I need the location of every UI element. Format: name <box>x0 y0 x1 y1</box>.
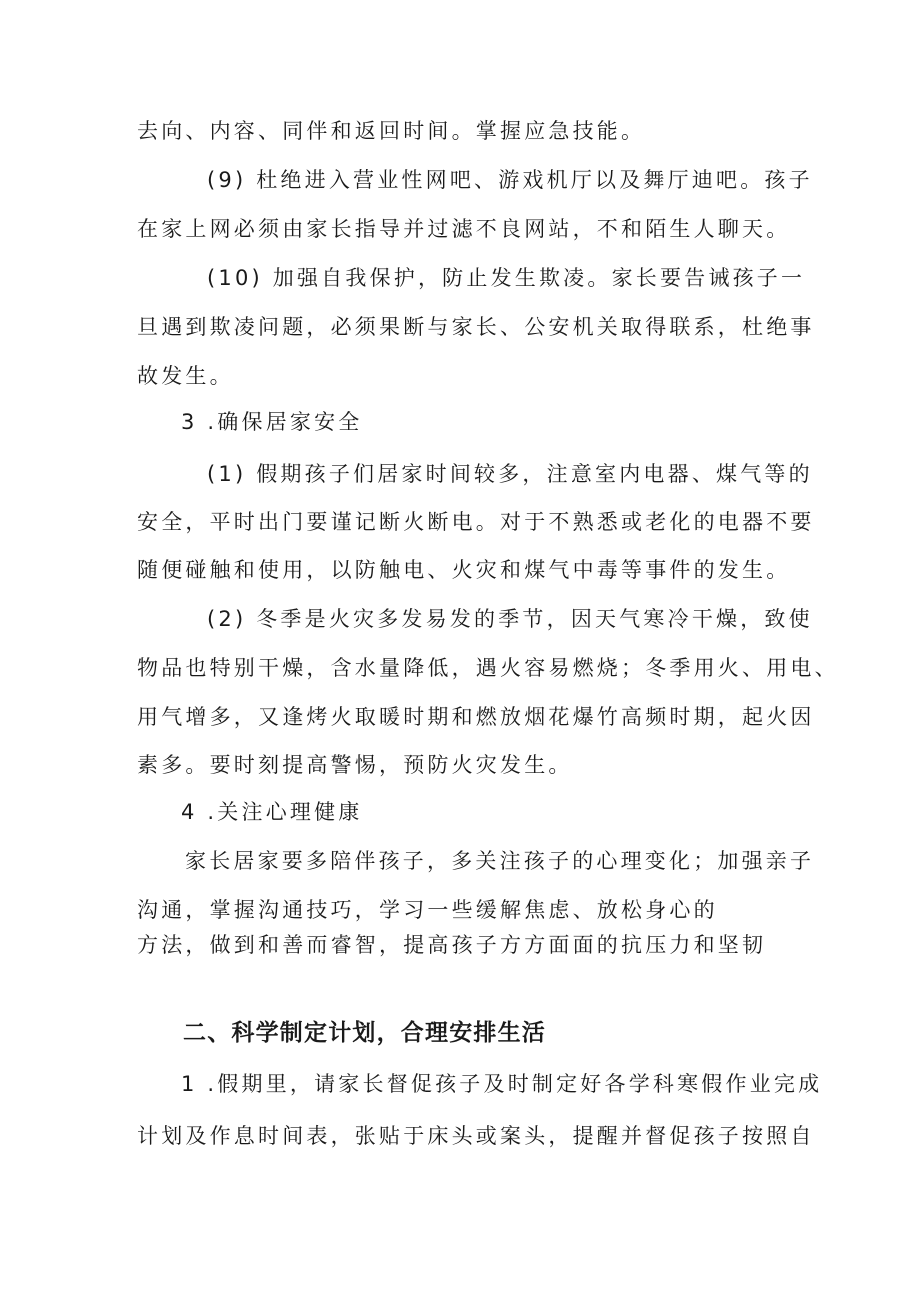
section-heading: 3 .确保居家安全 <box>181 410 363 434</box>
text-line: 旦遇到欺凌问题，必须果断与家长、公安机关取得联系，杜绝事 <box>137 315 815 339</box>
text-line: 安全，平时出门要谨记断火断电。对于不熟悉或老化的电器不要 <box>137 510 815 534</box>
chapter-heading: 二、科学制定计划，合理安排生活 <box>183 1020 546 1046</box>
text-line: 计划及作息时间表，张贴于床头或案头，提醒并督促孩子按照自 <box>137 1124 815 1148</box>
text-line: 随便碰触和使用，以防触电、火灾和煤气中毒等事件的发生。 <box>137 558 791 582</box>
text-line: 去向、内容、同伴和返回时间。掌握应急技能。 <box>137 119 646 143</box>
paragraph-start: 家长居家要多陪伴孩子，多关注孩子的心理变化；加强亲子 <box>185 849 815 873</box>
section-heading: 4 .关注心理健康 <box>181 800 363 824</box>
list-item: (1) 假期孩子们居家时间较多，注意室内电器、煤气等的 <box>207 462 813 486</box>
text-line: 用气增多，又逢烤火取暖时期和燃放烟花爆竹高频时期，起火因 <box>137 705 815 729</box>
list-item: (9) 杜绝进入营业性网吧、游戏机厅以及舞厅迪吧。孩子 <box>207 168 813 192</box>
list-item: (10) 加强自我保护，防止发生欺凌。家长要告诫孩子一 <box>207 266 806 290</box>
list-item: (2) 冬季是火灾多发易发的季节，因天气寒冷干燥，致使 <box>207 607 813 631</box>
text-line: 物品也特别干燥，含水量降低，遇火容易燃烧；冬季用火、用电、 <box>137 656 839 680</box>
text-line: 故发生。 <box>137 364 234 388</box>
list-item: 1 .假期里，请家长督促孩子及时制定好各学科寒假作业完成 <box>181 1072 823 1096</box>
text-line: 沟通，掌握沟通技巧，学习一些缓解焦虑、放松身心的 <box>137 898 718 922</box>
text-line: 在家上网必须由家长指导并过滤不良网站，不和陌生人聊天。 <box>137 217 791 241</box>
text-line: 素多。要时刻提高警惕，预防火灾发生。 <box>137 753 573 777</box>
text-line: 方法，做到和善而睿智，提高孩子方方面面的抗压力和坚韧 <box>137 933 767 957</box>
